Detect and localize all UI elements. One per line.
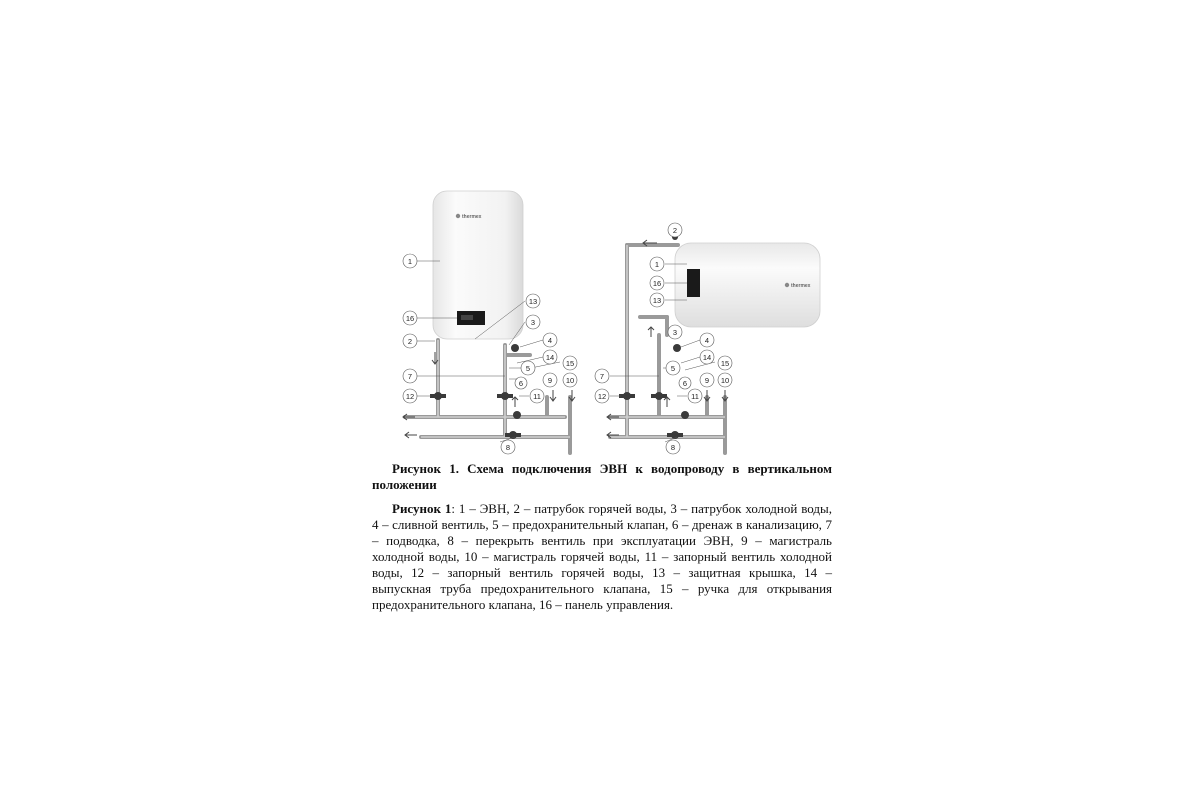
callout-14: 14 [545, 353, 555, 362]
callout-5: 5 [525, 364, 531, 373]
callout-8: 8 [505, 443, 511, 452]
callout-9: 9 [547, 376, 553, 385]
right-callout-11: 11 [691, 392, 699, 401]
callout-13: 13 [528, 297, 538, 306]
callout-2: 2 [407, 337, 413, 346]
right-callout-3: 3 [672, 328, 678, 337]
right-callout-5: 5 [670, 364, 676, 373]
right-callout-13: 13 [652, 296, 662, 305]
callout-6: 6 [518, 379, 524, 388]
right-callout-15: 15 [720, 359, 730, 368]
right-callout-2: 2 [672, 226, 678, 235]
callout-16: 16 [405, 314, 415, 323]
right-callout-4: 4 [704, 336, 710, 345]
callout-1: 1 [407, 257, 413, 266]
figure-legend [372, 501, 832, 613]
figure-title: Рисунок 1. Схема подключения ЭВН к водопроводу в вертикальном положении [372, 461, 832, 492]
legend-label: Рисунок 1 [392, 501, 452, 516]
left-brand-logo: thermex [462, 214, 482, 220]
callout-12: 12 [405, 392, 415, 401]
callout-4: 4 [547, 336, 553, 345]
right-callout-9: 9 [704, 376, 710, 385]
right-callout-16: 16 [652, 279, 662, 288]
figure-caption [372, 461, 832, 613]
callout-11: 11 [533, 392, 541, 401]
right-callout-14: 14 [702, 353, 712, 362]
callout-15: 15 [565, 359, 575, 368]
right-callout-1: 1 [654, 260, 660, 269]
legend-text: : 1 – ЭВН, 2 – патрубок горячей воды, 3 – патрубок холодной воды, 4 – сливной вентиль, 5 – предохранительный клапан, 6 – дренаж в канализацию, 7 – подводка, 8 – перекрыть вентиль при эксплуатации ЭВН, 9 – магистраль холодной воды, 10 – магистраль горячей воды, 11 – запорный вентиль холодной воды, 12 – запорный вентиль горячей воды, 13 – защитная крышка, 14 – выпускная труба предохранительного клапана, 15 – ручка для открывания предохранительного клапана, 16 – панель управления. [372, 501, 833, 612]
callout-10: 10 [565, 376, 575, 385]
right-brand-logo: thermex [791, 283, 811, 289]
callout-7: 7 [407, 372, 413, 381]
right-control-panel [687, 269, 700, 297]
right-diagram [595, 223, 820, 454]
left-diagram [403, 191, 577, 454]
right-callout-12: 12 [597, 392, 607, 401]
right-callout-6: 6 [682, 379, 688, 388]
right-callout-8: 8 [670, 443, 676, 452]
connection-diagram [395, 185, 840, 460]
right-callout-7: 7 [599, 372, 605, 381]
callout-3: 3 [530, 318, 536, 327]
right-callout-10: 10 [720, 376, 730, 385]
